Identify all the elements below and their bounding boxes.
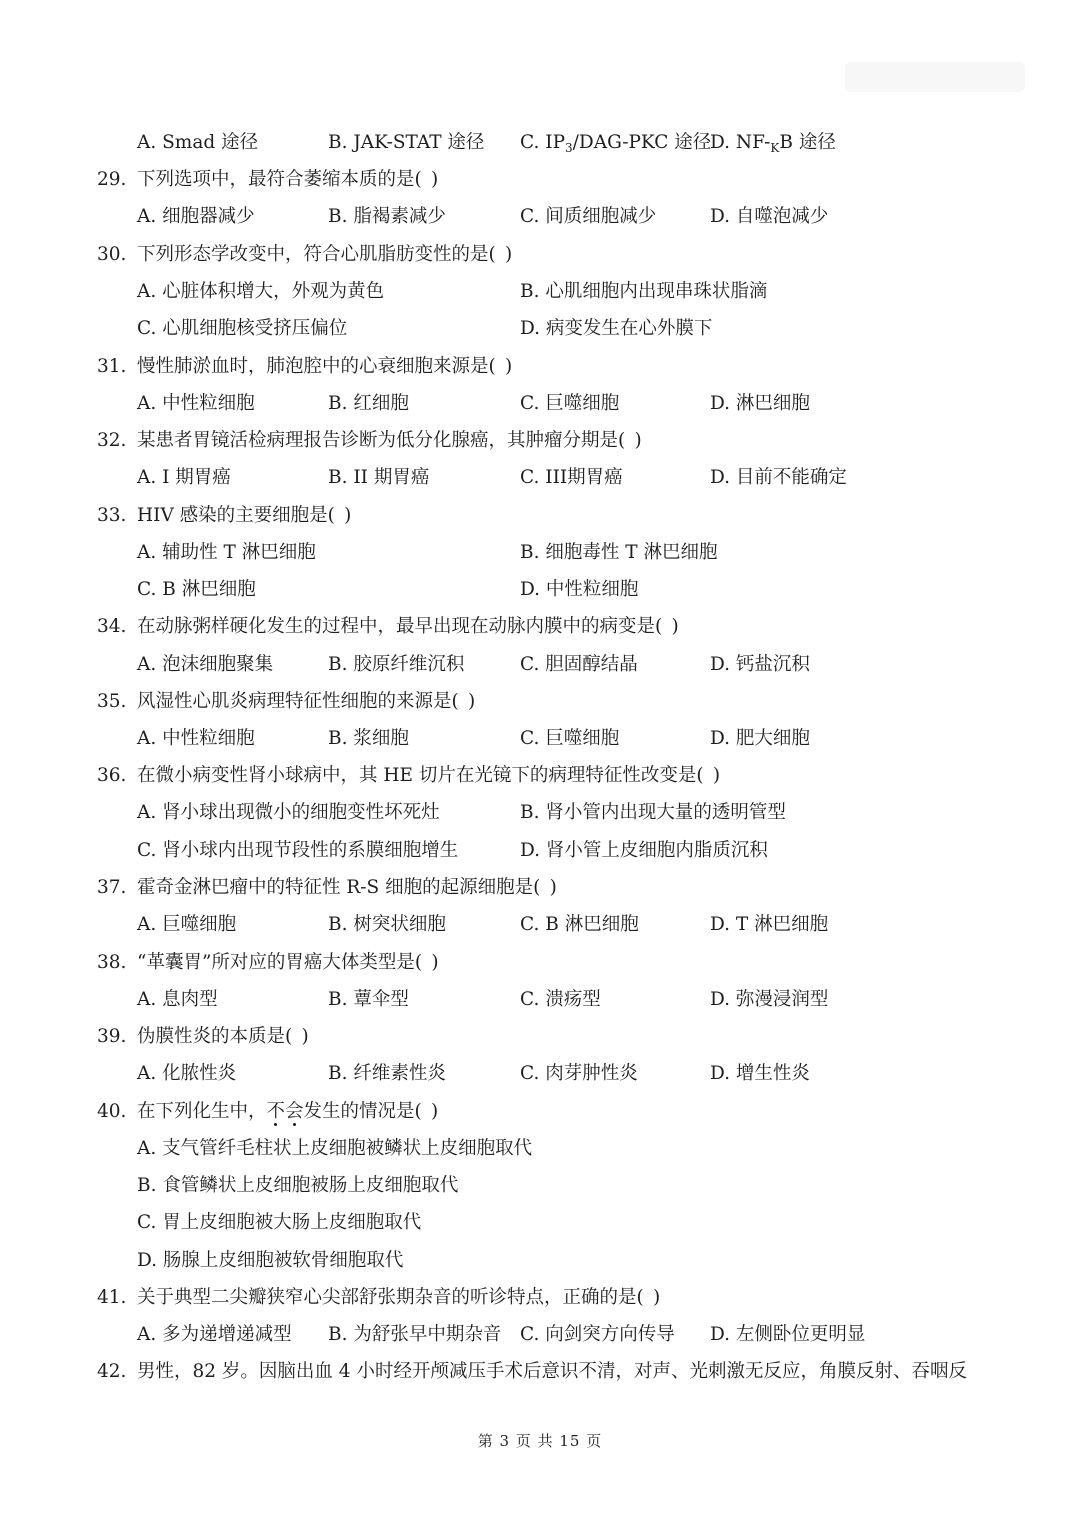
question-42 bbox=[0, 1357, 1080, 1387]
question-number: 38. bbox=[97, 952, 127, 973]
option-a: A. 多为递增递减型 bbox=[137, 1324, 292, 1345]
question-text: 在动脉粥样硬化发生的过程中，最早出现在动脉内膜中的病变是( ) bbox=[137, 616, 679, 637]
question-41 bbox=[0, 1283, 1080, 1313]
option-c: C. B 淋巴细胞 bbox=[520, 914, 639, 935]
q32-options-row bbox=[0, 463, 1080, 493]
option-a: A. 化脓性炎 bbox=[137, 1063, 237, 1084]
question-33 bbox=[0, 501, 1080, 531]
option-a: A. I 期胃癌 bbox=[137, 467, 231, 488]
page-footer: 第 3 页 共 15 页 bbox=[477, 1432, 603, 1450]
question-text: 风湿性心肌炎病理特征性细胞的来源是( ) bbox=[137, 691, 476, 712]
question-text: 下列形态学改变中，符合心肌脂肪变性的是( ) bbox=[137, 244, 513, 265]
question-text: 某患者胃镜活检病理报告诊断为低分化腺癌，其肿瘤分期是( ) bbox=[137, 430, 642, 451]
option-d: D. 自噬泡减少 bbox=[710, 206, 829, 227]
option-c: C. 肉芽肿性炎 bbox=[520, 1063, 638, 1084]
option-a: A. 中性粒细胞 bbox=[137, 393, 255, 414]
q28-option-b: B. JAK-STAT 途径 bbox=[328, 132, 485, 153]
option-d: D. 左侧卧位更明显 bbox=[710, 1324, 866, 1345]
question-text: HIV 感染的主要细胞是( ) bbox=[137, 505, 352, 526]
option-c: C. 溃疡型 bbox=[520, 989, 601, 1010]
q40-option-b-row bbox=[0, 1171, 1080, 1201]
question-number: 32. bbox=[97, 430, 127, 451]
option-b: B. 心肌细胞内出现串珠状脂滴 bbox=[520, 281, 768, 302]
option-b: B. 食管鳞状上皮细胞被肠上皮细胞取代 bbox=[137, 1175, 459, 1196]
question-40 bbox=[0, 1097, 1080, 1127]
option-d: D. 肾小管上皮细胞内脂质沉积 bbox=[520, 840, 768, 861]
question-text: 霍奇金淋巴瘤中的特征性 R-S 细胞的起源细胞是( ) bbox=[137, 877, 557, 898]
option-c: C. III期胃癌 bbox=[520, 467, 623, 488]
question-number: 40. bbox=[97, 1101, 127, 1122]
question-number: 35. bbox=[97, 691, 127, 712]
option-a: A. 泡沫细胞聚集 bbox=[137, 654, 274, 675]
q29-options-row bbox=[0, 202, 1080, 232]
question-number: 34. bbox=[97, 616, 127, 637]
option-c: C. 向剑突方向传导 bbox=[520, 1324, 675, 1345]
option-b: B. 蕈伞型 bbox=[328, 989, 409, 1010]
q33-options-row-2 bbox=[0, 575, 1080, 605]
option-c: C. 心肌细胞核受挤压偏位 bbox=[137, 318, 348, 339]
option-b: B. 胶原纤维沉积 bbox=[328, 654, 465, 675]
option-a: A. 细胞器减少 bbox=[137, 206, 255, 227]
option-a: A. 辅助性 T 淋巴细胞 bbox=[137, 542, 316, 563]
option-a: A. 巨噬细胞 bbox=[137, 914, 237, 935]
q28-options-row bbox=[0, 128, 1080, 158]
option-b: B. 为舒张早中期杂音 bbox=[328, 1324, 502, 1345]
option-b: B. 红细胞 bbox=[328, 393, 409, 414]
option-c: C. 巨噬细胞 bbox=[520, 728, 620, 749]
question-31 bbox=[0, 352, 1080, 382]
question-38 bbox=[0, 948, 1080, 978]
question-number: 30. bbox=[97, 244, 127, 265]
option-b: B. 细胞毒性 T 淋巴细胞 bbox=[520, 542, 718, 563]
question-34 bbox=[0, 612, 1080, 642]
question-text: 在下列化生中，不会发生的情况是( ) bbox=[137, 1101, 439, 1122]
q37-options-row bbox=[0, 910, 1080, 940]
option-d: D. 中性粒细胞 bbox=[520, 579, 639, 600]
question-number: 39. bbox=[97, 1026, 127, 1047]
option-a: A. 中性粒细胞 bbox=[137, 728, 255, 749]
q36-options-row-2 bbox=[0, 836, 1080, 866]
option-d: D. 肥大细胞 bbox=[710, 728, 810, 749]
q28-option-c: C. $IP_3/DAG$-PKC 途径 bbox=[520, 132, 712, 155]
q30-options-row-1 bbox=[0, 277, 1080, 307]
option-d: D. 病变发生在心外膜下 bbox=[520, 318, 713, 339]
q33-options-row-1 bbox=[0, 538, 1080, 568]
question-number: 37. bbox=[97, 877, 127, 898]
option-b: B. II 期胃癌 bbox=[328, 467, 430, 488]
option-a: A. 息肉型 bbox=[137, 989, 218, 1010]
emphasis-dotted: 不会 bbox=[266, 1101, 304, 1122]
option-a: A. 肾小球出现微小的细胞变性坏死灶 bbox=[137, 802, 440, 823]
q28-option-a: A. Smad 途径 bbox=[137, 132, 259, 153]
option-b: B. 肾小管内出现大量的透明管型 bbox=[520, 802, 786, 823]
question-37 bbox=[0, 873, 1080, 903]
question-text: 慢性肺淤血时，肺泡腔中的心衰细胞来源是( ) bbox=[137, 356, 513, 377]
question-number: 36. bbox=[97, 765, 127, 786]
question-39 bbox=[0, 1022, 1080, 1052]
q40-option-d-row bbox=[0, 1246, 1080, 1276]
question-text: “革囊胃”所对应的胃癌大体类型是( ) bbox=[137, 952, 439, 973]
option-d: D. 增生性炎 bbox=[710, 1063, 810, 1084]
q36-options-row-1 bbox=[0, 798, 1080, 828]
option-c: C. 巨噬细胞 bbox=[520, 393, 620, 414]
option-a: A. 心脏体积增大，外观为黄色 bbox=[137, 281, 385, 302]
option-c: C. 间质细胞减少 bbox=[520, 206, 657, 227]
q34-options-row bbox=[0, 650, 1080, 680]
q41-options-row bbox=[0, 1320, 1080, 1350]
question-number: 29. bbox=[97, 169, 127, 190]
q38-options-row bbox=[0, 985, 1080, 1015]
option-a: A. 支气管纤毛柱状上皮细胞被鳞状上皮细胞取代 bbox=[137, 1138, 533, 1159]
q28-option-d: D. $NF-_KB$ 途径 bbox=[710, 132, 836, 155]
q40-option-a-row bbox=[0, 1134, 1080, 1164]
q39-options-row bbox=[0, 1059, 1080, 1089]
option-c: C. 胃上皮细胞被大肠上皮细胞取代 bbox=[137, 1212, 422, 1233]
question-29 bbox=[0, 165, 1080, 195]
question-text: 男性，82 岁。因脑出血 4 小时经开颅减压手术后意识不清，对声、光刺激无反应，角膜反射、吞咽反 bbox=[137, 1361, 967, 1382]
q35-options-row bbox=[0, 724, 1080, 754]
question-number: 31. bbox=[97, 356, 127, 377]
option-d: D. 弥漫浸润型 bbox=[710, 989, 829, 1010]
question-35 bbox=[0, 687, 1080, 717]
option-b: B. 纤维素性炎 bbox=[328, 1063, 446, 1084]
question-text: 关于典型二尖瓣狭窄心尖部舒张期杂音的听诊特点，正确的是( ) bbox=[137, 1287, 661, 1308]
option-d: D. T 淋巴细胞 bbox=[710, 914, 829, 935]
option-b: B. 脂褐素减少 bbox=[328, 206, 446, 227]
option-c: C. B 淋巴细胞 bbox=[137, 579, 256, 600]
option-d: D. 目前不能确定 bbox=[710, 467, 847, 488]
question-number: 42. bbox=[97, 1361, 127, 1382]
option-c: C. 肾小球内出现节段性的系膜细胞增生 bbox=[137, 840, 459, 861]
question-text: 伪膜性炎的本质是( ) bbox=[137, 1026, 309, 1047]
option-c: C. 胆固醇结晶 bbox=[520, 654, 638, 675]
question-32 bbox=[0, 426, 1080, 456]
question-36 bbox=[0, 761, 1080, 791]
question-text: 下列选项中，最符合萎缩本质的是( ) bbox=[137, 169, 439, 190]
option-d: D. 淋巴细胞 bbox=[710, 393, 810, 414]
question-30 bbox=[0, 240, 1080, 270]
question-number: 33. bbox=[97, 505, 127, 526]
question-number: 41. bbox=[97, 1287, 127, 1308]
q40-option-c-row bbox=[0, 1208, 1080, 1238]
option-b: B. 树突状细胞 bbox=[328, 914, 446, 935]
q30-options-row-2 bbox=[0, 314, 1080, 344]
scan-smudge bbox=[845, 62, 1025, 92]
option-b: B. 浆细胞 bbox=[328, 728, 409, 749]
option-d: D. 钙盐沉积 bbox=[710, 654, 810, 675]
q31-options-row bbox=[0, 389, 1080, 419]
option-d: D. 肠腺上皮细胞被软骨细胞取代 bbox=[137, 1250, 404, 1271]
question-text: 在微小病变性肾小球病中，其 HE 切片在光镜下的病理特征性改变是( ) bbox=[137, 765, 721, 786]
